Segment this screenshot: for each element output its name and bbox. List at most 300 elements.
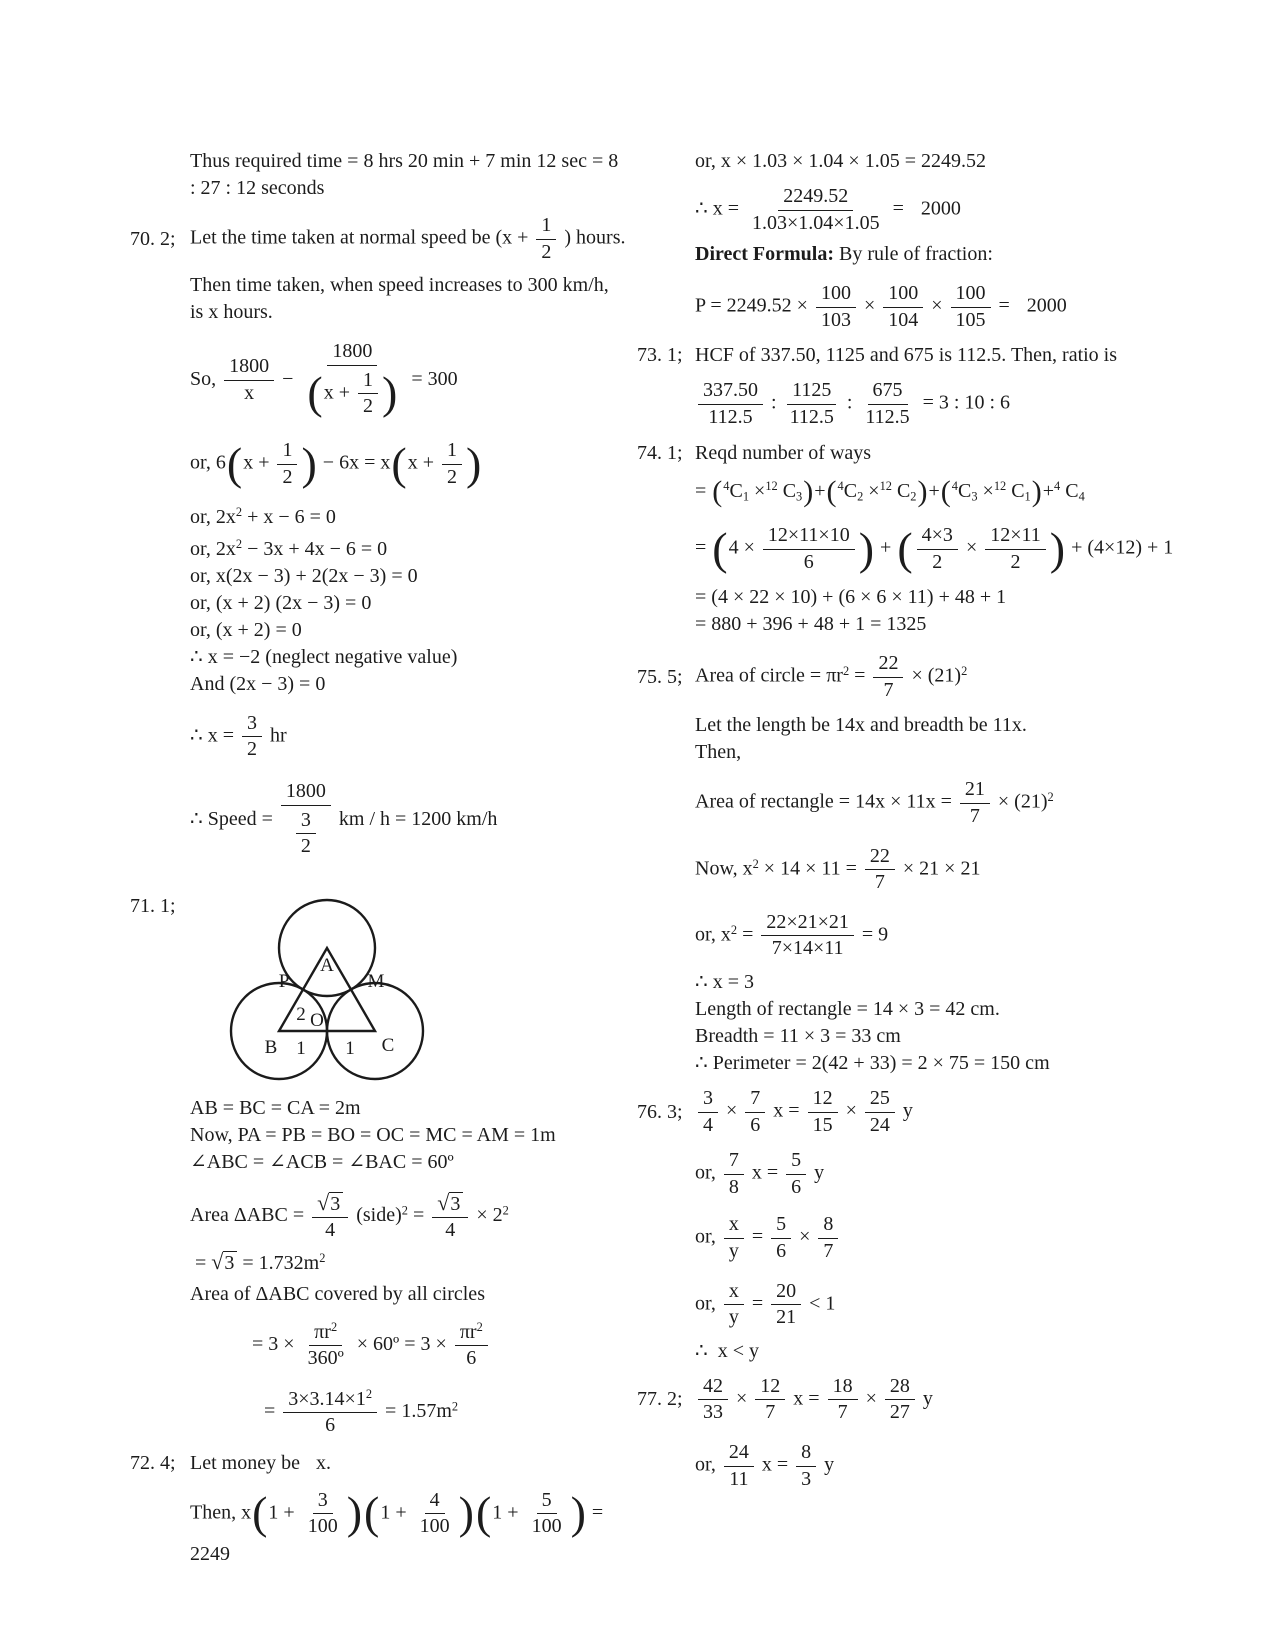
line-content	[190, 617, 302, 644]
math-text: 12×11	[990, 524, 1041, 547]
math-text: 6	[466, 1347, 477, 1370]
denominator	[833, 1400, 853, 1425]
paren: )	[458, 1487, 474, 1539]
math-text: 112.5	[865, 405, 910, 428]
numerator	[796, 1441, 816, 1467]
line-content	[190, 1487, 642, 1568]
math-text: 4	[325, 1219, 336, 1242]
math-text: 7×14×11	[771, 937, 844, 960]
solution-line	[130, 671, 642, 698]
denominator	[878, 678, 898, 703]
line-content	[695, 739, 741, 766]
math-text: 6	[750, 1113, 761, 1136]
math-text: 112.5	[789, 405, 834, 428]
math-text: 100	[307, 1515, 338, 1538]
superscript: 4	[951, 478, 958, 493]
solution-line	[130, 563, 642, 590]
fraction	[724, 1441, 754, 1491]
numerator	[724, 1441, 754, 1467]
numerator	[724, 1213, 744, 1239]
point-label-p: P	[278, 970, 290, 992]
line-content	[695, 843, 980, 897]
numerator	[960, 778, 990, 804]
math-text: =	[737, 923, 759, 946]
square-root	[317, 1189, 343, 1215]
math-text: 4×3	[921, 524, 953, 547]
math-text: = (4 × 22 × 10) + (6 × 6 × 11) + 48 + 1	[695, 586, 1007, 609]
math-text: ) hours.	[559, 226, 626, 249]
fraction	[303, 1489, 343, 1539]
superscript: 2	[730, 922, 738, 937]
math-text: or, 2x	[190, 505, 236, 528]
geometry-diagram	[198, 881, 460, 1083]
math-text: (side)	[351, 1203, 402, 1226]
fraction	[724, 1280, 744, 1330]
math-text: 7	[969, 805, 980, 828]
denominator	[818, 1239, 838, 1264]
math-text: 27	[889, 1401, 910, 1424]
point-label-o: O	[310, 1009, 324, 1031]
line-content	[190, 1281, 485, 1308]
math-text: +	[1042, 479, 1055, 502]
math-text: y	[728, 1240, 739, 1262]
math-text: 100	[531, 1515, 562, 1538]
math-text: 6	[803, 550, 814, 573]
numerator	[537, 1489, 557, 1515]
subscript: 3	[971, 489, 978, 504]
math-text: or, x(2x − 3) + 2(2x − 3) = 0	[190, 564, 418, 587]
numerator	[808, 1087, 838, 1113]
math-text: − 6x = x	[317, 451, 391, 474]
math-text: 100	[820, 282, 851, 305]
math-text: or,	[695, 1226, 721, 1249]
math-text: 7	[750, 1087, 761, 1110]
math-text: or, (x + 2) (2x − 3) = 0	[190, 591, 372, 614]
paren: (	[712, 522, 728, 574]
paren: )	[803, 475, 814, 509]
line-content	[695, 1338, 759, 1365]
math-text: ∴ x =	[190, 724, 240, 747]
math-text: =	[407, 1203, 430, 1226]
numerator	[883, 282, 923, 308]
fraction	[277, 439, 297, 489]
math-text: × (21)	[992, 791, 1048, 814]
math-text: ∴ Speed =	[190, 807, 278, 830]
paren: (	[940, 475, 951, 509]
fraction	[296, 809, 316, 859]
math-text: 1	[541, 214, 552, 236]
math-text: Length of rectangle = 14 × 3 = 42 cm.	[695, 998, 1000, 1021]
line-content	[695, 440, 871, 467]
math-text: 337.50	[703, 379, 758, 402]
line-content	[190, 563, 418, 590]
fraction	[242, 712, 262, 762]
solution-line	[130, 1188, 642, 1277]
math-text: ×	[860, 1387, 882, 1410]
math-text: x =	[768, 1099, 805, 1122]
denominator	[816, 308, 856, 333]
fraction	[301, 340, 403, 421]
math-text: ∠ABC = ∠ACB = ∠BAC = 60º	[190, 1150, 454, 1173]
math-text: =	[746, 1292, 769, 1315]
numerator	[771, 1213, 791, 1239]
denominator	[785, 405, 839, 430]
square-root	[437, 1189, 463, 1215]
vertex-label-c: C	[381, 1034, 395, 1056]
line-content	[695, 522, 1173, 576]
solution-number: 73. 1;	[637, 344, 683, 367]
math-text: 7	[883, 678, 894, 701]
math-text: : 27 : 12 seconds	[190, 177, 325, 199]
math-text: =	[993, 294, 1015, 317]
solution-line	[637, 1211, 1215, 1265]
math-text: 7	[765, 1401, 776, 1424]
line-content	[190, 272, 609, 299]
solution-line	[130, 617, 642, 644]
math-text: 7	[837, 1401, 848, 1424]
solution-line	[130, 175, 642, 202]
solution-line	[637, 377, 1215, 431]
line-content	[695, 1050, 1050, 1077]
numerator	[277, 439, 297, 465]
line-content	[190, 1450, 331, 1477]
line-content	[695, 280, 1067, 334]
math-text: × 21 × 21	[897, 857, 981, 880]
math-text: 22	[878, 652, 899, 675]
math-text: 3	[801, 1467, 812, 1490]
line-content	[190, 499, 336, 531]
math-text: 22	[869, 844, 890, 867]
line-content	[190, 1095, 361, 1122]
math-text: Area of ΔABC covered by all circles	[190, 1282, 485, 1305]
superscript: 12	[765, 478, 778, 493]
superscript: 12	[879, 478, 892, 493]
line-content	[190, 338, 458, 423]
fraction	[442, 439, 462, 489]
math-text: 8	[823, 1213, 834, 1236]
solution-line	[637, 522, 1215, 576]
math-text: x +	[243, 451, 275, 474]
solution-number: 74. 1;	[637, 441, 683, 464]
math-text: ∴ x = 3	[695, 971, 755, 994]
fraction	[527, 1489, 567, 1539]
math-text: × 2	[471, 1203, 503, 1226]
numerator	[771, 1280, 801, 1306]
math-text: = 1.732m	[237, 1251, 320, 1274]
length-label-1-right: 1	[345, 1037, 355, 1059]
math-text: =	[695, 479, 712, 502]
fraction	[960, 778, 990, 828]
math-text: Let money be	[190, 1451, 300, 1474]
denominator	[760, 1400, 780, 1425]
line-content	[695, 712, 1027, 739]
line-content	[695, 584, 1006, 611]
denominator	[885, 1400, 915, 1425]
math-text: C	[891, 479, 911, 502]
subscript: 1	[1024, 489, 1031, 504]
math-text: 5	[776, 1213, 787, 1236]
math-text: ×	[977, 479, 994, 502]
numerator	[755, 1375, 785, 1401]
math-text: So,	[190, 368, 222, 391]
solution-line	[637, 611, 1215, 638]
vertex-label-b: B	[264, 1036, 278, 1058]
math-text: 4 ×	[728, 536, 760, 559]
math-text: πr	[459, 1320, 477, 1343]
math-text: Then time taken, when speed increases to 300 km/h,	[190, 274, 609, 297]
numerator	[724, 1149, 744, 1175]
numerator	[778, 185, 853, 211]
radical-sign: √	[211, 1248, 224, 1274]
fraction	[808, 1087, 838, 1137]
math-text: 6	[325, 1414, 336, 1437]
subscript: 2	[910, 489, 917, 504]
solution-line	[637, 969, 1215, 996]
math-text: 5	[791, 1149, 802, 1172]
math-text: =	[746, 1226, 769, 1249]
fraction	[224, 355, 274, 405]
math-text: or,	[695, 1453, 721, 1476]
denominator	[883, 308, 923, 333]
fraction	[883, 282, 923, 332]
numerator	[951, 282, 991, 308]
subscript: 1	[742, 489, 750, 504]
numerator	[309, 1320, 342, 1346]
math-text: 1	[446, 438, 457, 461]
solution-line	[637, 148, 1215, 175]
numerator	[985, 524, 1046, 550]
math-text: ×	[863, 479, 880, 502]
fraction	[786, 1149, 806, 1199]
denominator	[440, 1218, 460, 1243]
math-text: 25	[869, 1087, 890, 1110]
denominator	[296, 834, 316, 859]
denominator	[1005, 550, 1025, 575]
math-text: 103	[820, 308, 851, 331]
solution-line	[130, 1450, 642, 1477]
line-content	[695, 1373, 933, 1427]
length-label-1-left: 1	[296, 1037, 306, 1059]
paren: )	[917, 475, 928, 509]
diagram	[198, 881, 460, 1083]
fraction	[303, 1320, 349, 1371]
solution-number: 70. 2;	[130, 227, 176, 250]
math-text: 4	[445, 1219, 456, 1242]
fraction	[771, 1213, 791, 1263]
math-text: Thus required time = 8 hrs 20 min + 7 min 12 sec = 8	[190, 150, 619, 172]
point-label-m: M	[367, 970, 385, 992]
solution-line	[130, 644, 642, 671]
math-text: Then,	[695, 741, 742, 764]
solution-line	[637, 183, 1215, 237]
math-text: =	[887, 197, 909, 220]
fraction	[771, 1280, 801, 1330]
fraction	[415, 1489, 455, 1539]
superscript: 2	[476, 1319, 483, 1334]
math-text: C	[1006, 479, 1025, 502]
solution-line	[130, 1281, 642, 1308]
fraction	[873, 652, 903, 702]
math-text: πr	[314, 1320, 331, 1343]
fraction	[281, 780, 331, 861]
line-content	[695, 1085, 913, 1139]
fraction	[885, 1375, 915, 1425]
numerator	[312, 1190, 348, 1219]
math-text: Now, x	[695, 857, 753, 880]
math-text: −	[277, 368, 299, 391]
math-text: is x hours.	[190, 301, 273, 324]
solution-line	[130, 1318, 642, 1373]
solution-line	[637, 1278, 1215, 1332]
math-text: 100	[888, 282, 919, 305]
superscript: 4	[1054, 478, 1061, 493]
solution-line	[637, 473, 1215, 511]
denominator	[239, 381, 259, 406]
math-text: 2249.52	[783, 185, 849, 207]
math-text: 6	[776, 1240, 787, 1262]
math-text: 105	[955, 308, 986, 331]
numerator	[281, 780, 331, 806]
math-text: 3×3.14×1	[288, 1387, 366, 1410]
line-content	[695, 1147, 824, 1201]
denominator	[288, 806, 324, 861]
denominator	[808, 1113, 838, 1138]
math-text: or, 2x	[190, 537, 236, 560]
fraction	[761, 911, 854, 961]
bold-text: Direct Formula:	[695, 243, 835, 266]
solution-line	[637, 1147, 1215, 1201]
math-text: or, 6	[190, 451, 226, 474]
solution-line	[637, 712, 1215, 739]
solution-line	[130, 1487, 642, 1568]
denominator	[927, 550, 947, 575]
math-text: ×	[960, 536, 983, 559]
math-text: ×	[794, 1226, 816, 1249]
math-text: ×	[731, 1387, 753, 1410]
math-text: +	[814, 479, 826, 502]
solution-line	[637, 342, 1215, 369]
solution-number: 77. 2;	[637, 1388, 683, 1411]
solution-line	[637, 843, 1215, 897]
math-text: C	[729, 479, 743, 502]
radicand: 3	[449, 1192, 463, 1215]
math-text: Area of rectangle = 14x × 11x =	[695, 791, 957, 814]
solution-line	[130, 437, 642, 491]
paren: (	[826, 475, 837, 509]
math-text: 15	[812, 1113, 833, 1136]
denominator	[747, 211, 885, 236]
superscript: 2	[330, 1319, 338, 1334]
line-content	[190, 590, 371, 617]
denominator	[242, 737, 262, 762]
math-text: 1	[363, 368, 374, 391]
math-text: x	[244, 382, 255, 405]
math-text: y	[819, 1453, 835, 1476]
math-text: 4	[429, 1488, 440, 1511]
math-text: × 60º = 3 ×	[351, 1332, 452, 1355]
math-text: < 1	[804, 1292, 836, 1315]
line-content	[190, 1149, 454, 1176]
denominator	[724, 1305, 744, 1330]
paren: (	[475, 1487, 492, 1539]
math-text: ×	[840, 1099, 862, 1122]
math-text: 3	[703, 1087, 713, 1110]
superscript: 2	[961, 664, 968, 679]
fraction	[747, 185, 885, 235]
denominator	[870, 870, 890, 895]
denominator	[860, 405, 914, 430]
math-text: Reqd number of ways	[695, 441, 872, 464]
denominator	[724, 1239, 744, 1264]
line-content	[190, 175, 324, 202]
line-content	[695, 1211, 841, 1265]
math-text: + (4×12) + 1	[1066, 536, 1174, 559]
solution-line	[637, 1439, 1215, 1493]
solution-line	[130, 338, 642, 423]
math-text: 7	[728, 1149, 739, 1172]
math-text: ×	[926, 294, 948, 317]
math-text: 8	[728, 1175, 739, 1198]
vertex-label-a: A	[320, 954, 334, 976]
line-content	[695, 1439, 834, 1493]
numerator	[442, 439, 462, 465]
denominator	[767, 936, 849, 961]
math-text: 1800	[332, 340, 373, 363]
solution-line	[637, 1085, 1215, 1139]
math-text: 2000	[1026, 294, 1067, 317]
math-text: 2	[1010, 550, 1021, 573]
fraction	[917, 524, 958, 574]
denominator	[799, 550, 819, 575]
line-content	[695, 650, 967, 704]
math-text: 33	[703, 1401, 723, 1424]
math-text: 100	[419, 1515, 450, 1538]
solution-line	[637, 996, 1215, 1023]
fraction	[818, 1213, 838, 1263]
line-content	[695, 996, 1000, 1023]
denominator	[786, 1175, 806, 1200]
fraction	[785, 379, 839, 429]
math-text: 22×21×21	[766, 910, 849, 933]
fraction	[724, 1149, 744, 1199]
math-text: x +	[407, 451, 439, 474]
numerator	[536, 214, 556, 240]
math-text: =	[264, 1399, 281, 1422]
fraction	[796, 1441, 816, 1491]
denominator	[698, 1113, 718, 1138]
radical-sign: √	[317, 1189, 330, 1215]
math-text: :	[841, 392, 858, 415]
solution-line	[637, 650, 1215, 704]
math-text: Now, PA = PB = BO = OC = MC = AM = 1m	[190, 1123, 556, 1146]
denominator	[724, 1175, 744, 1200]
line-content	[190, 1188, 642, 1277]
line-content	[695, 1278, 835, 1332]
solution-line	[637, 739, 1215, 766]
solution-number: 71. 1;	[130, 894, 176, 917]
math-text: Then, x	[190, 1501, 252, 1524]
fraction	[860, 379, 914, 429]
math-text: ×	[858, 294, 881, 317]
denominator	[527, 1514, 567, 1539]
numerator	[698, 1375, 728, 1401]
fraction	[755, 1375, 785, 1425]
numerator	[327, 340, 377, 366]
radical-sign: √	[437, 1189, 450, 1215]
numerator	[242, 712, 262, 738]
paren: (	[364, 1487, 380, 1539]
line-content	[190, 437, 482, 491]
